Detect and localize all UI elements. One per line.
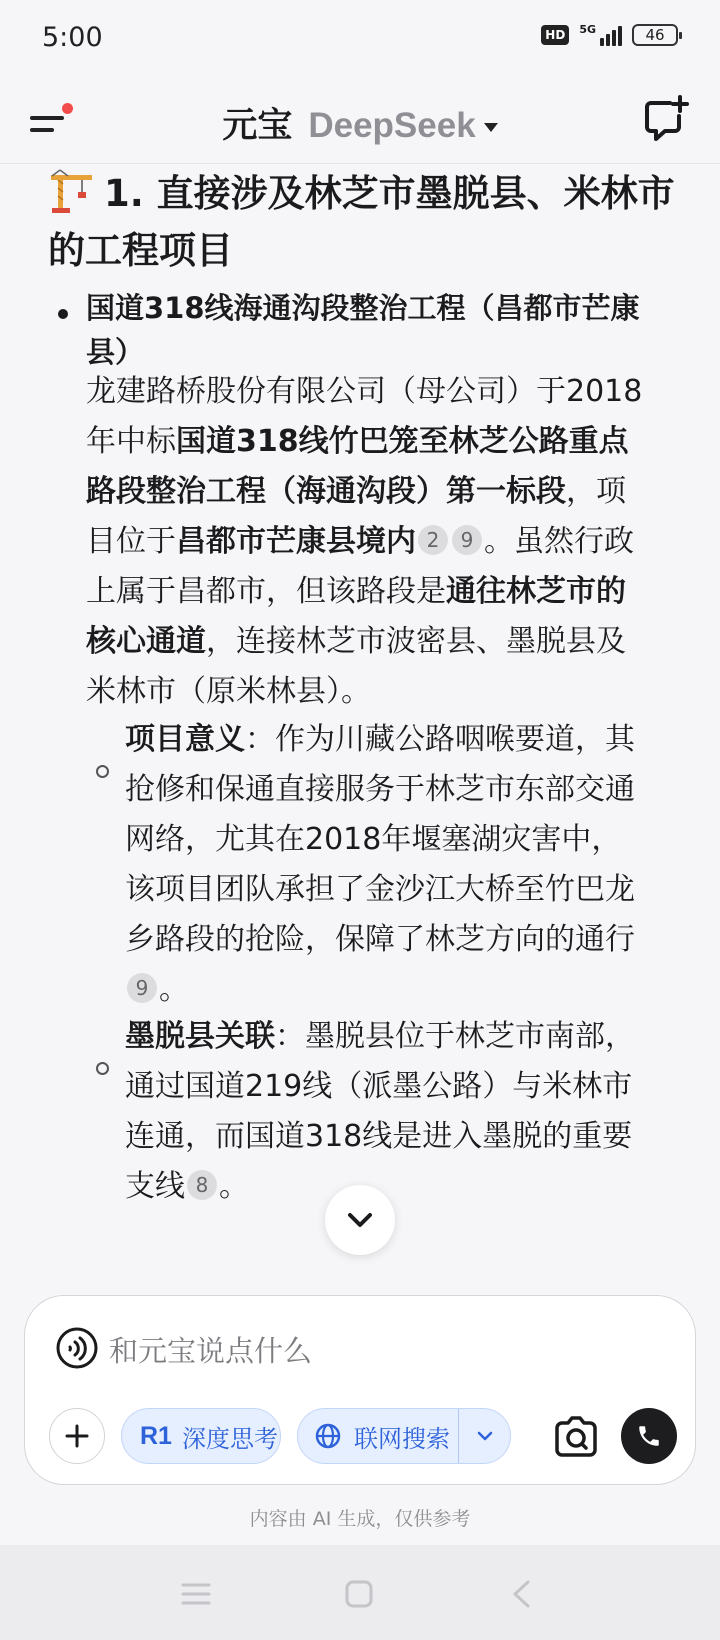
bullet-dot <box>58 309 68 319</box>
app-header <box>0 78 720 164</box>
citation-badge[interactable]: 9 <box>127 973 157 1003</box>
sub-item-significance: 项目意义：作为川藏公路咽喉要道，其抢修和保通直接服务于林芝市东部交通网络，尤其在2018年堰塞湖灾害中，该项目团队承担了金沙江大桥至竹巴龙乡路段的抢险，保障了林芝方向的通行9 。 <box>125 722 635 1007</box>
ai-disclaimer: 内容由 AI 生成，仅供参考 <box>249 1508 471 1530</box>
citation-badge[interactable]: 8 <box>187 1170 217 1200</box>
r1-badge: R1 <box>140 1421 172 1450</box>
battery-icon: 46 <box>632 24 678 46</box>
model-selector[interactable] <box>0 98 720 148</box>
item-body: 龙建路桥股份有限公司（母公司）于2018年中标国道318线竹巴笼至林芝公路重点路段整治工程（海通沟段）第一标段，项目位于昌都市芒康县境内 2 9 。虽然行政上属于昌都市，但该路段是通往林芝市的核心通道，连接林芝市波密县、墨脱县及米林市（原米林县）。 <box>86 374 643 709</box>
voice-icon[interactable] <box>55 1326 99 1370</box>
chevron-down-icon[interactable] <box>474 1427 496 1445</box>
voice-call-button[interactable] <box>621 1408 677 1464</box>
camera-icon[interactable] <box>549 1410 603 1464</box>
globe-icon <box>314 1422 342 1450</box>
caret-down-icon <box>484 123 498 132</box>
status-icons <box>541 24 678 46</box>
chevron-down-icon <box>346 1211 374 1229</box>
web-search-label: 联网搜索 <box>354 1424 450 1453</box>
hd-icon: HD <box>541 25 569 45</box>
deep-think-label: 深度思考 <box>181 1424 278 1453</box>
plus-icon <box>65 1424 89 1448</box>
home-nav-icon[interactable] <box>344 1579 374 1609</box>
phone-icon <box>636 1423 662 1449</box>
signal-icon: 5G <box>579 24 622 46</box>
citation-badge[interactable]: 9 <box>452 525 482 555</box>
sub-item-medog: 墨脱县关联：墨脱县位于林芝市南部，通过国道219线（派墨公路）与米林市连通，而国道318线是进入墨脱的重要支线 8 。 <box>125 1019 635 1204</box>
deep-think-toggle[interactable] <box>121 1408 281 1464</box>
heading-text: 1. 直接涉及林芝市墨脱县、米林市的工程项目 <box>48 172 675 272</box>
chat-content <box>0 165 720 1255</box>
model-name: DeepSeek <box>308 106 476 145</box>
status-time: 5:00 <box>42 22 103 53</box>
status-bar <box>0 0 720 78</box>
citation-badge[interactable]: 2 <box>418 525 448 555</box>
sub-bullet <box>96 1062 109 1075</box>
menu-nav-icon[interactable] <box>180 1581 212 1607</box>
system-nav-bar <box>0 1545 720 1640</box>
add-button[interactable] <box>49 1408 105 1464</box>
message-input[interactable]: 和元宝说点什么 <box>109 1334 313 1368</box>
section-heading <box>48 165 680 279</box>
item-title: 国道318线海通沟段整治工程（昌都市芒康县） <box>86 291 640 369</box>
new-chat-icon[interactable] <box>640 94 690 144</box>
crane-emoji-icon <box>48 168 94 214</box>
sub-bullet <box>96 765 109 778</box>
web-search-toggle[interactable] <box>297 1408 511 1464</box>
scroll-down-button[interactable] <box>325 1185 395 1255</box>
app-name: 元宝 <box>222 106 293 146</box>
back-nav-icon[interactable] <box>510 1579 532 1609</box>
input-panel <box>24 1295 696 1485</box>
